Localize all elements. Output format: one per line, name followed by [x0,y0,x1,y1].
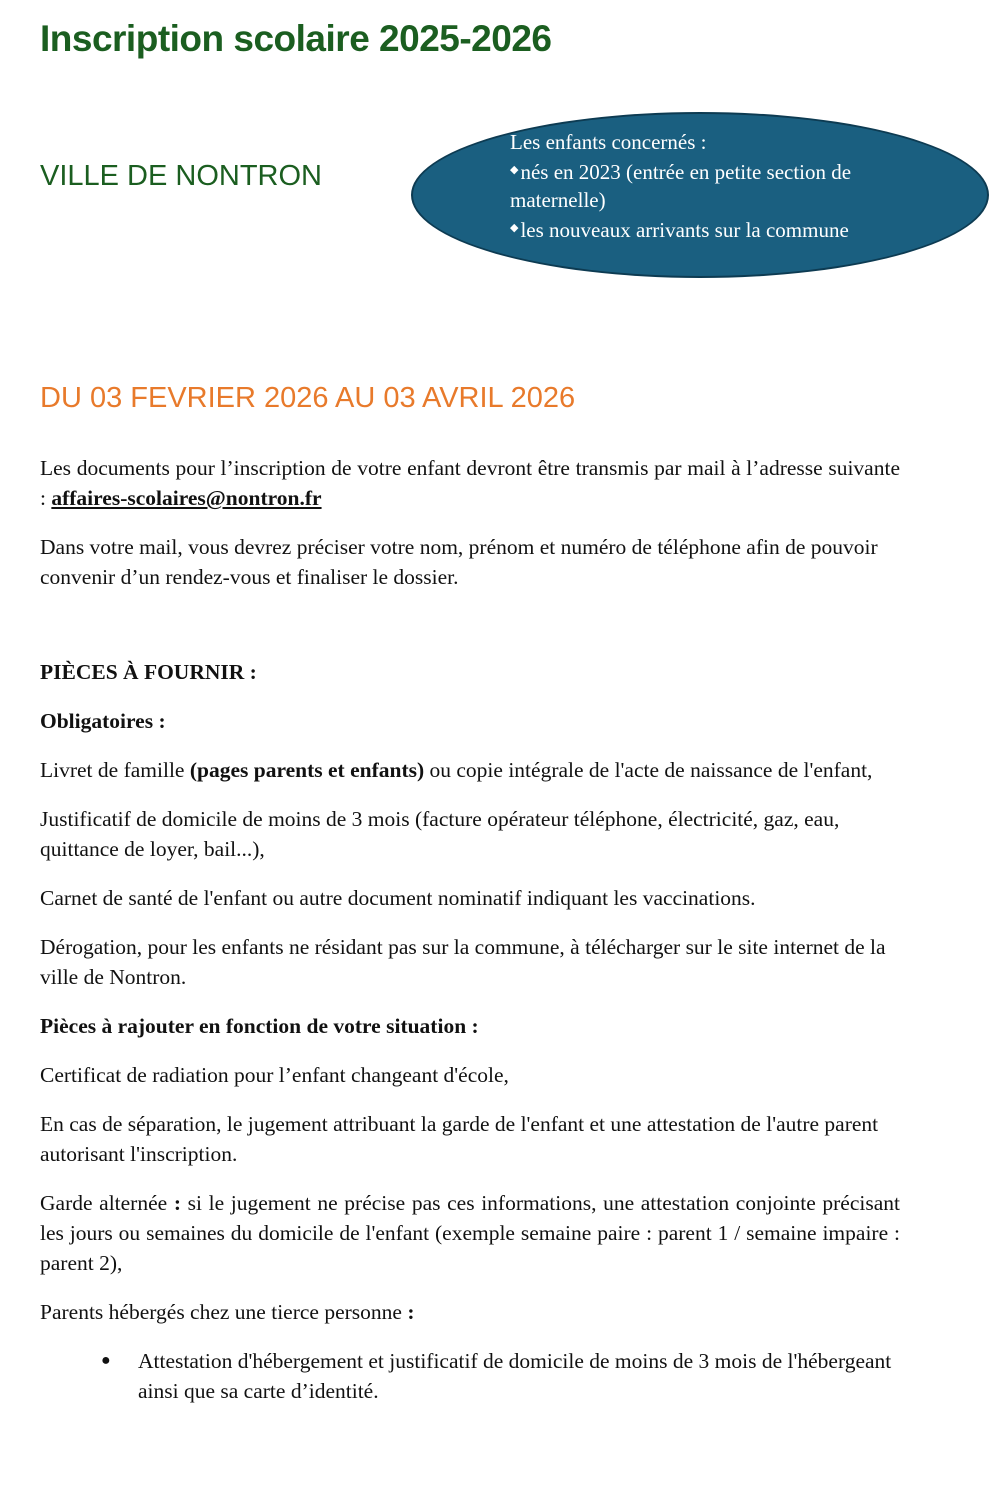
callout-item: ◆nés en 2023 (entrée en petite section de maternelle) [510,160,852,212]
pieces-heading: PIÈCES À FOURNIR : [40,660,257,684]
bullet-dot-icon: ● [101,1352,111,1369]
separation-item: En cas de séparation, le jugement attribuant la garde de l'enfant et une attestation de l'autre parent autorisant l'inscription. [40,1112,879,1166]
concerned-children-callout [510,128,930,244]
city-name: VILLE DE NONTRON [40,160,322,192]
email-link[interactable]: affaires-scolaires@nontron.fr [51,486,322,510]
derogation-item: Dérogation, pour les enfants ne résidant pas sur la commune, à télécharger sur le site internet de la ville de Nontron. [40,935,886,989]
carnet-item: Carnet de santé de l'enfant ou autre document nominatif indiquant les vaccinations. [40,886,756,910]
list-item: ● Attestation d'hébergement et justificatif de domicile de moins de 3 mois de l'hébergeant ainsi que sa carte d’identité. [138,1346,900,1406]
callout-intro: Les enfants concernés : [510,130,707,154]
mandatory-heading: Obligatoires : [40,709,166,733]
diamond-icon: ◆ [510,164,519,176]
justificatif-item: Justificatif de domicile de moins de 3 mois (facture opérateur téléphone, électricité, gaz, eau, quittance de loyer, bail...), [40,807,840,861]
livret-item: Livret de famille (pages parents et enfants) ou copie intégrale de l'acte de naissance de l'enfant, [40,758,873,782]
mail-instructions: Dans votre mail, vous devrez préciser votre nom, prénom et numéro de téléphone afin de pouvoir convenir d’un rendez-vous et finaliser le dossier. [40,535,878,589]
certificat-item: Certificat de radiation pour l’enfant changeant d'école, [40,1063,509,1087]
intro-paragraph: Les documents pour l’inscription de votre enfant devront être transmis par mail à l’adresse suivante : affaires-scolaires@nontron.fr [40,456,900,510]
document-body [40,453,900,1406]
section-spacer [40,611,900,657]
page-title: Inscription scolaire 2025-2026 [40,18,552,59]
heberges-item: Parents hébergés chez une tierce personne : [40,1300,415,1324]
situation-heading: Pièces à rajouter en fonction de votre situation : [40,1014,479,1038]
garde-alternee-item: Garde alternée : si le jugement ne précise pas ces informations, une attestation conjointe précisant les jours ou semaines du domicile de l'enfant (exemple semaine paire : parent 1 / semaine impaire : parent 2), [40,1191,900,1275]
heberges-list [40,1346,900,1406]
callout-item: ◆les nouveaux arrivants sur la commune [510,218,849,242]
diamond-icon: ◆ [510,222,519,234]
registration-period: DU 03 FEVRIER 2026 AU 03 AVRIL 2026 [40,382,576,414]
